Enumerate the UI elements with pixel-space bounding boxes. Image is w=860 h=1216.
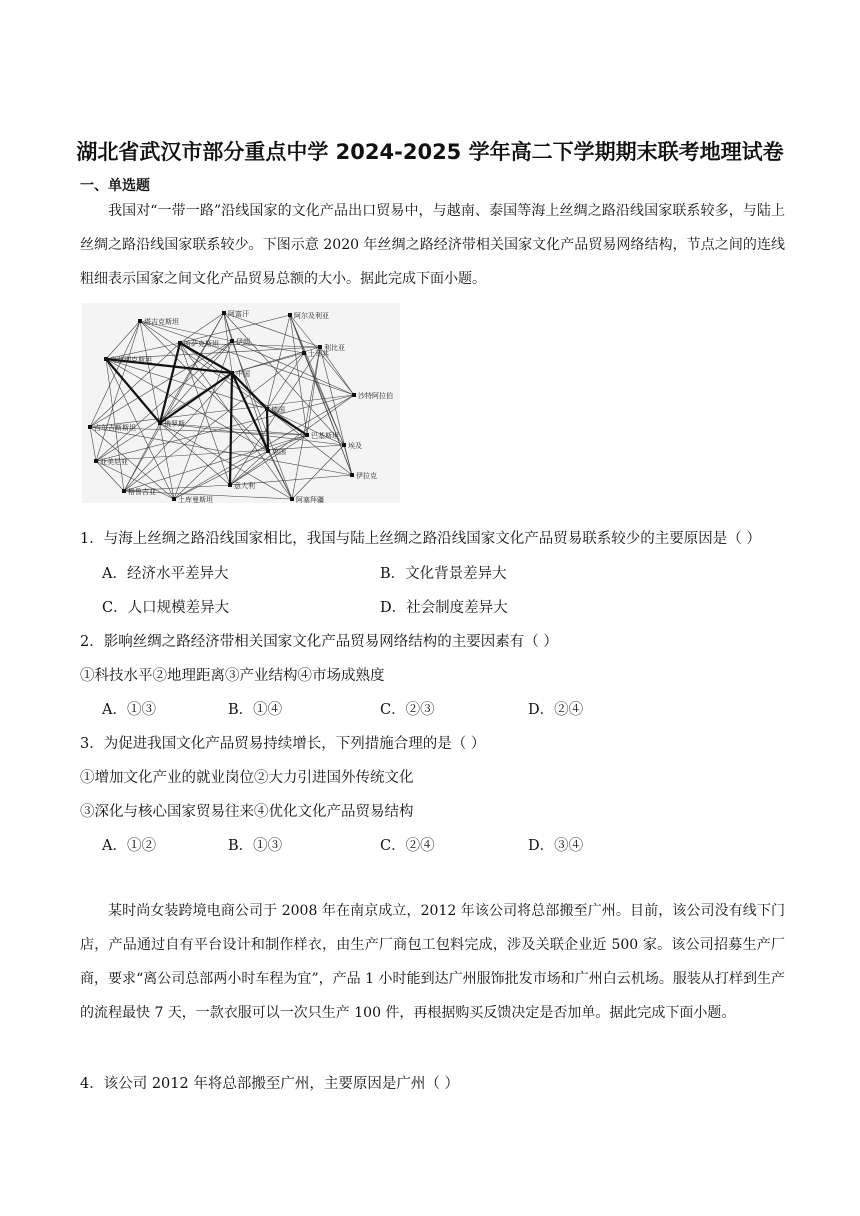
q3-option-a[interactable]: A．①② <box>102 838 156 854</box>
trade-link <box>174 395 354 499</box>
country-label: 土库曼斯坦 <box>178 496 213 503</box>
question-4-stem: 4．该公司 2012 年将总部搬至广州，主要原因是广州（ ） <box>80 1076 459 1092</box>
country-label: 阿尔及利亚 <box>294 312 329 320</box>
country-label: 埃及 <box>348 442 362 450</box>
q1-option-d[interactable]: D．社会制度差异大 <box>380 600 508 616</box>
country-label: 德国 <box>271 406 285 414</box>
passage-1: 我国对“一带一路”沿线国家的文化产品出口贸易中，与越南、泰国等海上丝绸之路沿线国家联系较多，与陆上丝绸之路沿线国家联系较少。下图示意 2020 年丝绸之路经济带相关国家文化产品贸易网络结构，节点之间的连线粗细表示国家之间文化产品贸易总额的大小。据此完成下面小题。 <box>80 203 785 287</box>
question-1-stem: 1．与海上丝绸之路沿线国家相比，我国与陆上丝绸之路沿线国家文化产品贸易联系较少的主要原因是（ ） <box>80 531 761 547</box>
q3-option-d[interactable]: D．③④ <box>528 838 584 854</box>
country-label: 中国 <box>236 370 250 378</box>
q2-option-d[interactable]: D．②④ <box>528 702 584 718</box>
trade-network-figure <box>82 303 400 503</box>
country-label: 阿富汗 <box>228 310 249 318</box>
country-node <box>265 407 269 411</box>
question-3-stem: 3．为促进我国文化产品贸易持续增长，下列措施合理的是（ ） <box>80 736 486 752</box>
trade-link <box>290 315 344 445</box>
country-label: 英国 <box>272 448 286 456</box>
country-node <box>230 339 234 343</box>
exam-title: 湖北省武汉市部分重点中学 2024-2025 学年高二下学期期末联考地理试卷 <box>76 140 784 164</box>
country-label: 意大利 <box>234 482 255 490</box>
country-label: 利比亚 <box>324 344 345 352</box>
trade-link <box>124 373 232 491</box>
trade-link <box>124 353 304 491</box>
q3-option-b[interactable]: B．①③ <box>228 838 283 854</box>
country-node <box>88 425 92 429</box>
country-node <box>228 483 232 487</box>
trade-link <box>180 315 290 343</box>
trade-link <box>224 313 344 445</box>
country-node <box>350 473 354 477</box>
country-node <box>318 345 322 349</box>
q1-option-a[interactable]: A．经济水平差异大 <box>102 566 229 582</box>
q1-option-c[interactable]: C．人口规模差异大 <box>102 600 230 616</box>
trade-link <box>140 321 354 395</box>
trade-link-major <box>267 409 268 451</box>
trade-link <box>96 445 344 461</box>
question-2-items: ①科技水平②地理距离③产业结构④市场成熟度 <box>80 668 385 684</box>
country-node <box>158 421 162 425</box>
country-node <box>266 449 270 453</box>
trade-link <box>320 347 352 475</box>
question-3-items-1: ①增加文化产业的就业岗位②大力引进国外传统文化 <box>80 770 414 786</box>
trade-link-major <box>106 359 160 423</box>
section-heading: 一、单选题 <box>80 178 150 194</box>
trade-link-major <box>230 373 232 485</box>
country-node <box>104 357 108 361</box>
country-label: 伊拉克 <box>356 472 377 480</box>
country-label: 巴基斯坦 <box>311 432 339 440</box>
country-node <box>172 497 176 501</box>
q1-option-b[interactable]: B．文化背景差异大 <box>380 566 507 582</box>
country-node <box>94 459 98 463</box>
trade-link <box>267 315 290 409</box>
country-label: 伊朗 <box>236 338 250 346</box>
country-node <box>352 393 356 397</box>
country-node <box>222 311 226 315</box>
question-3-items-2: ③深化与核心国家贸易往来④优化文化产品贸易结构 <box>80 804 414 820</box>
country-label: 土耳其 <box>308 350 329 358</box>
network-diagram <box>82 303 400 503</box>
country-node <box>305 433 309 437</box>
q2-option-c[interactable]: C．②③ <box>380 702 435 718</box>
country-label: 吉尔吉斯斯坦 <box>94 424 136 432</box>
trade-link <box>267 353 304 409</box>
country-label: 沙特阿拉伯 <box>358 392 393 400</box>
q2-option-b[interactable]: B．①④ <box>228 702 283 718</box>
country-label: 塔吉克斯坦 <box>144 318 179 326</box>
country-node <box>178 341 182 345</box>
country-label: 阿塞拜疆 <box>296 496 324 503</box>
trade-link <box>180 313 224 343</box>
country-label: 俄罗斯 <box>164 420 185 428</box>
country-node <box>288 313 292 317</box>
trade-link <box>90 341 232 427</box>
country-label: 乌兹别克斯坦 <box>110 356 152 364</box>
passage-2: 某时尚女装跨境电商公司于 2008 年在南京成立，2012 年该公司将总部搬至广州。目前，该公司没有线下门店，产品通过自有平台设计和制作样衣，由生产厂商包工包料完成，涉及关联企业近 500 家。该公司招募生产厂商，要求“离公司总部两小时车程为宜”，产品 1 小时能到达广州服饰批发市场和广州白云机场。服装从打样到生产的流程最快 7 天，一款衣服可以一次只生产 100 件，再根据购买反馈决定是否加单。据此完成下面小题。 <box>80 903 785 1021</box>
country-label: 格鲁吉亚 <box>128 488 156 496</box>
country-node <box>342 443 346 447</box>
country-node <box>138 319 142 323</box>
country-label: 亚美尼亚 <box>100 458 128 466</box>
trade-link <box>90 395 354 427</box>
country-node <box>230 371 234 375</box>
trade-link <box>106 321 140 359</box>
q3-option-c[interactable]: C．②④ <box>380 838 435 854</box>
question-2-stem: 2．影响丝绸之路经济带相关国家文化产品贸易网络结构的主要因素有（ ） <box>80 634 558 650</box>
trade-link <box>90 427 96 461</box>
country-node <box>122 489 126 493</box>
q2-option-a[interactable]: A．①③ <box>102 702 156 718</box>
country-node <box>302 351 306 355</box>
country-node <box>290 497 294 501</box>
country-label: 哈萨克斯坦 <box>184 340 219 348</box>
